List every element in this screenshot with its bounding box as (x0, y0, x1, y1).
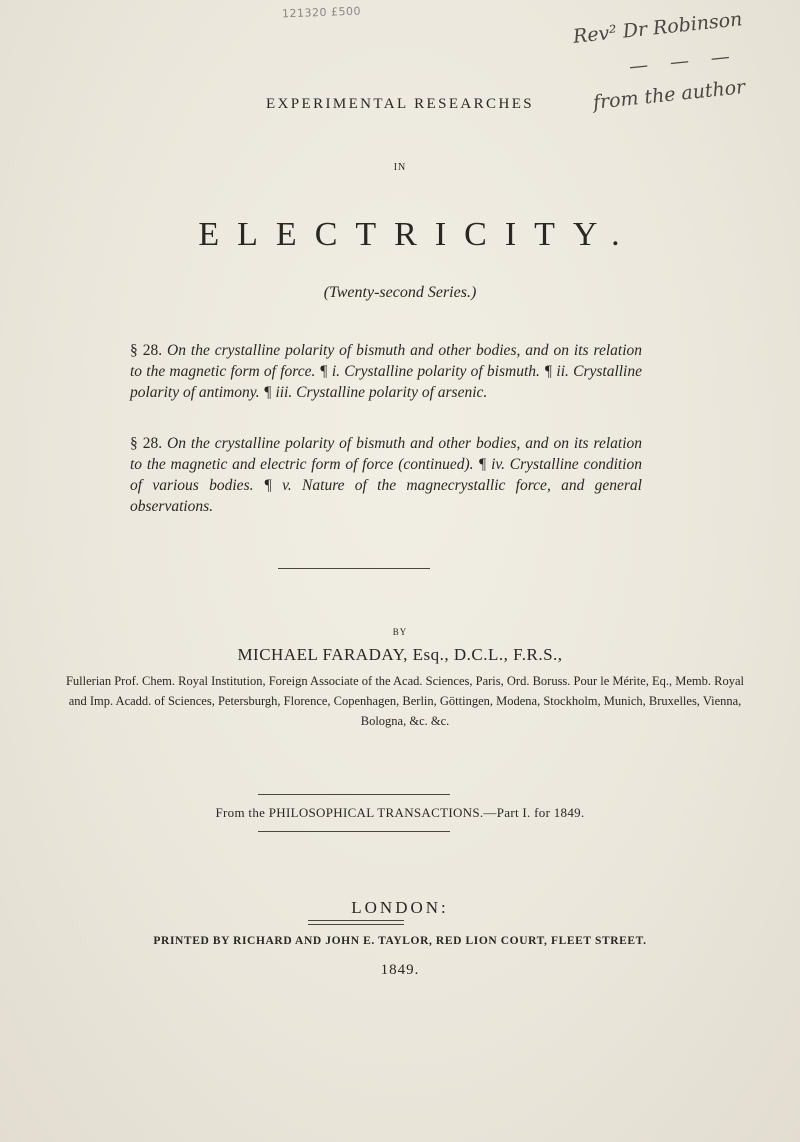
author-affiliation: Fullerian Prof. Chem. Royal Institution, Foreign Associate of the Acad. Sciences, Paris, Ord. Boruss. Pour le Mérite, Eq., Memb. Royal and Imp. Acadd. of Sciences, Petersburgh, Florence, Copenhagen, Berlin, Göttingen, Modena, Stockholm, Munich, Bruxelles, Vienna, Bologna, &c. &c. (65, 674, 745, 728)
author-name: MICHAEL FARADAY, Esq., D.C.L., F.R.S., (237, 645, 563, 664)
series-subtitle: (Twenty-second Series.) (323, 284, 477, 301)
by-label: BY (392, 627, 408, 637)
imprint-city: LONDON: (351, 898, 449, 917)
handwritten-inscription-line-3: from the author (592, 76, 747, 114)
section-1-text: On the crystalline polarity of bismuth and other bodies, and on its relation to the magnetic form of force. ¶ i. Crystalline polarity of bismuth. ¶ ii. Crystalline polarity of antimony. ¶ iii. Crystalline polarity of arsenic. (130, 342, 642, 401)
handwritten-inscription-line-2: — — — (628, 44, 739, 78)
imprint-printer: PRINTED BY RICHARD AND JOHN E. TAYLOR, RED LION COURT, FLEET STREET. (153, 935, 647, 947)
imprint-year: 1849. (380, 962, 420, 978)
section-2-text: On the crystalline polarity of bismuth and other bodies, and on its relation to the magnetic and electric form of force (continued). ¶ iv. Crystalline condition of various bodies. ¶ v. Nature of the magnecrystallic force, and general observations. (130, 435, 642, 515)
imprint-double-rule-lower (308, 924, 404, 925)
title-electricity: ELECTRICITY. (198, 216, 638, 253)
divider-rule-top (258, 794, 450, 795)
imprint-double-rule-upper (308, 920, 404, 921)
title-in: IN (393, 162, 407, 173)
source-line: From the PHILOSOPHICAL TRANSACTIONS.—Part I. for 1849. (215, 805, 585, 820)
pencil-catalogue-note: 121320 £500 (281, 4, 362, 21)
divider-rule (278, 568, 430, 569)
section-1-number: § 28. (130, 342, 163, 359)
section-2 (130, 433, 642, 517)
section-1 (130, 340, 642, 403)
divider-rule-bottom (258, 831, 450, 832)
section-2-number: § 28. (130, 435, 163, 452)
handwritten-inscription-line-1: Rev² Dr Robinson (572, 8, 744, 48)
title-experimental-researches: EXPERIMENTAL RESEARCHES (265, 96, 535, 112)
